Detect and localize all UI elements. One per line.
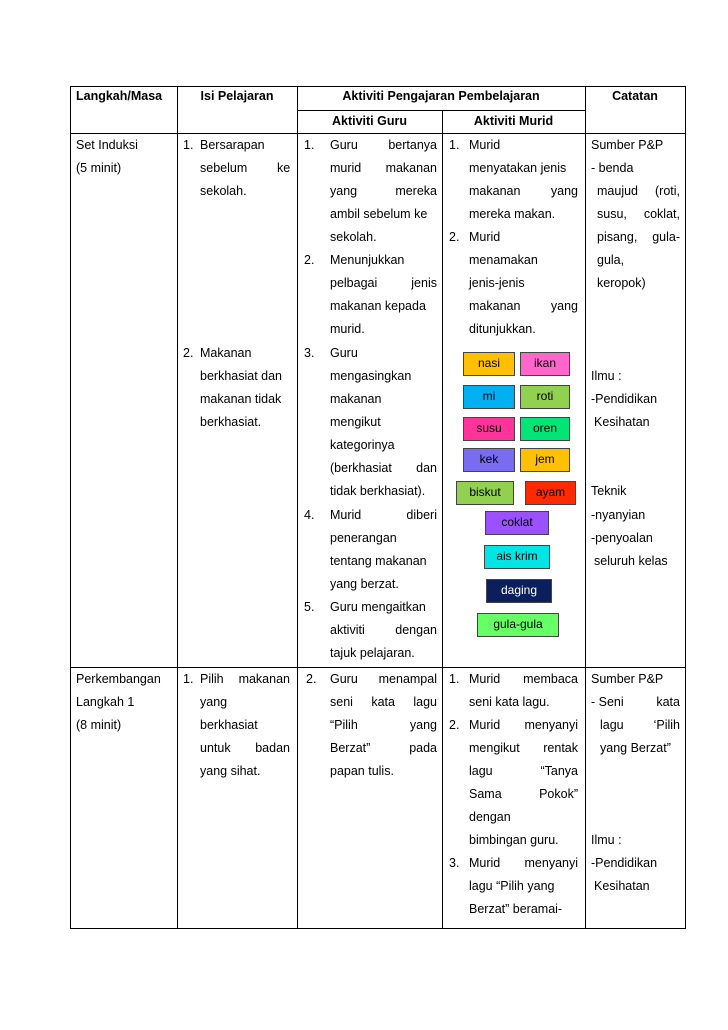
header-aktiviti-murid: Aktiviti Murid bbox=[473, 114, 554, 128]
perkembangan-langkah: Langkah 1 bbox=[76, 695, 135, 709]
header-catatan: Catatan bbox=[612, 89, 658, 103]
food-card-susu[interactable]: susu bbox=[463, 417, 515, 441]
food-card-ayam[interactable]: ayam bbox=[525, 481, 576, 505]
header-aktiviti-guru: Aktiviti Guru bbox=[331, 114, 407, 128]
food-card-coklat[interactable]: coklat bbox=[485, 511, 549, 535]
food-card-gula-gula[interactable]: gula-gula bbox=[477, 613, 559, 637]
set-induksi-time: (5 minit) bbox=[76, 161, 122, 175]
food-card-mi[interactable]: mi bbox=[463, 385, 515, 409]
food-card-jem[interactable]: jem bbox=[520, 448, 570, 472]
header-langkah: Langkah/Masa bbox=[76, 89, 163, 103]
food-card-biskut[interactable]: biskut bbox=[456, 481, 514, 505]
perkembangan-title: Perkembangan bbox=[76, 672, 161, 686]
food-card-daging[interactable]: daging bbox=[486, 579, 552, 603]
food-card-roti[interactable]: roti bbox=[520, 385, 570, 409]
perkembangan-time: (8 minit) bbox=[76, 718, 122, 732]
set-induksi-title: Set Induksi bbox=[76, 138, 138, 152]
food-card-nasi[interactable]: nasi bbox=[463, 352, 515, 376]
food-card-oren[interactable]: oren bbox=[520, 417, 570, 441]
food-card-ikan[interactable]: ikan bbox=[520, 352, 570, 376]
food-card-ais-krim[interactable]: ais krim bbox=[484, 545, 550, 569]
header-aktiviti: Aktiviti Pengajaran Pembelajaran bbox=[342, 89, 540, 103]
food-card-kek[interactable]: kek bbox=[463, 448, 515, 472]
header-isi: Isi Pelajaran bbox=[200, 89, 274, 103]
